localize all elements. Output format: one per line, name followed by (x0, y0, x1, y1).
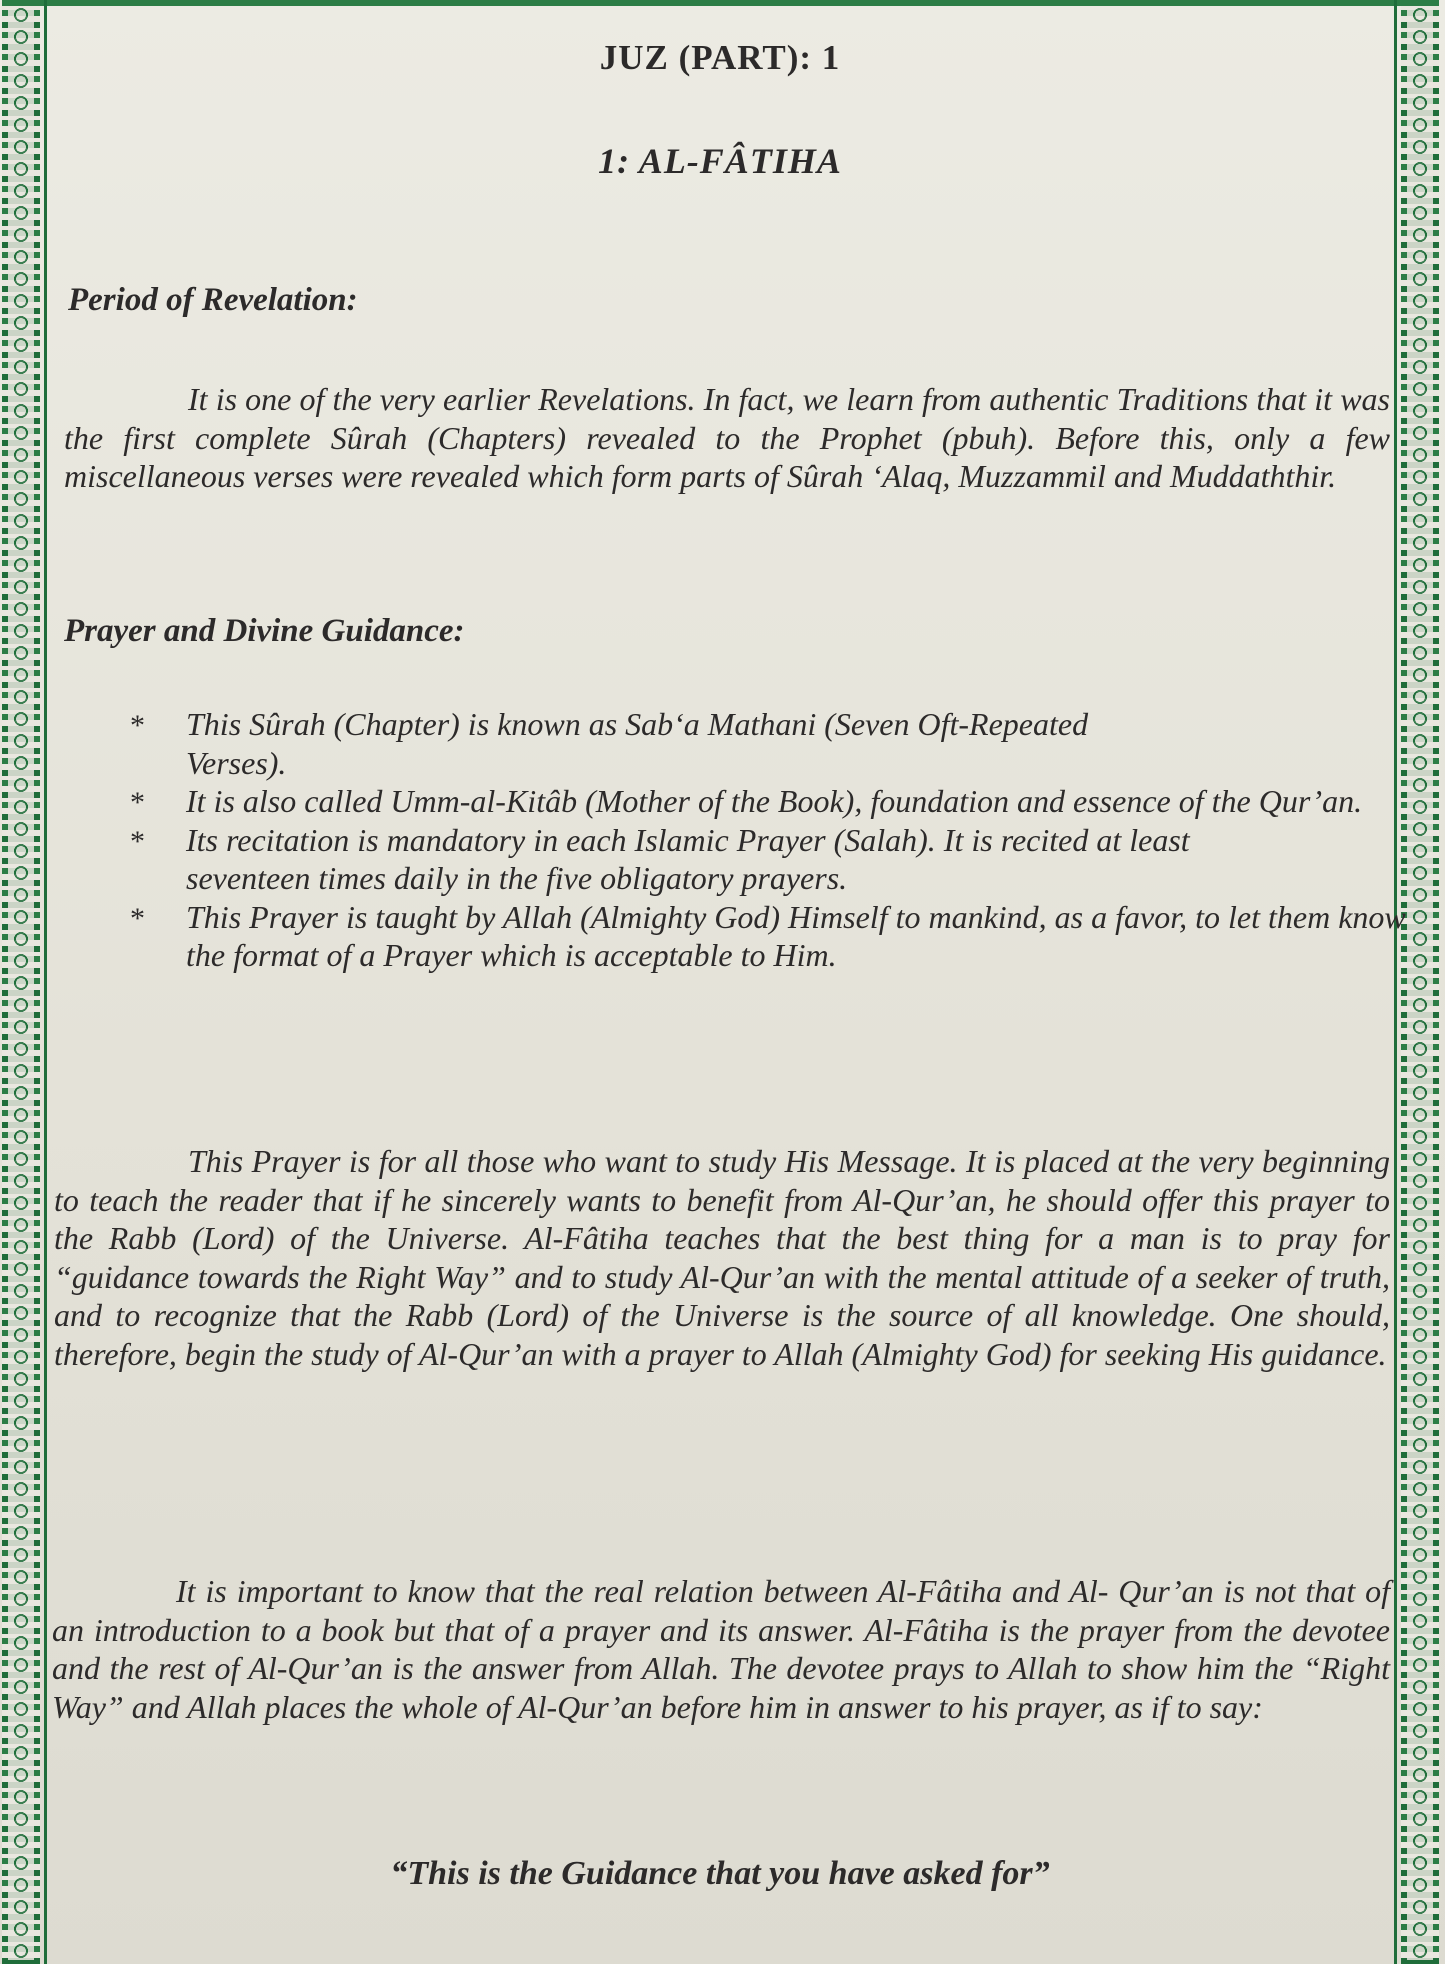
left-ornamental-border (2, 0, 40, 1964)
bullet-marker: * (130, 824, 145, 858)
paragraph-period-of-revelation: It is one of the very earlier Revelations. In fact, we learn from authentic Traditions that it was the first complete Sûrah (Chapters) revealed to the Prophet (pbuh). Before this, only a few miscellaneous verses were revealed which form parts of Sûrah ‘Alaq, Muzzammil and Muddaththir. (64, 381, 1390, 494)
section-heading-period: Period of Revelation: (68, 282, 358, 318)
page-content (50, 0, 1406, 1964)
closing-quote: “This is the Guidance that you have asked for” (390, 1855, 1050, 1892)
left-inner-rule (44, 0, 47, 1964)
bullet-marker: * (130, 901, 145, 935)
paragraph-relation: It is important to know that the real relation between Al-Fâtiha and Al- Qur’an is not that of an introduction to a book but that of a prayer and its answer. Al-Fâtiha is the prayer from the devotee and the rest of Al-Qur’an is the answer from Allah. The devotee prays to Allah to show him the “Right Way” and Allah places the whole of Al-Qur’an before him in answer to his prayer, as if to say: (52, 1573, 1390, 1725)
bullet-text: Its recitation is mandatory in each Islamic Prayer (Salah). It is recited at least seventeen times daily in the five obligatory prayers. (186, 821, 1190, 896)
bullet-list (130, 705, 1406, 975)
bullet-item (130, 821, 1286, 898)
bullet-text: This Prayer is taught by Allah (Almighty God) Himself to mankind, as a favor, to let them know the format of a Prayer which is acceptable to Him. (186, 898, 1406, 973)
surah-title: 1: AL-FÂTIHA (598, 141, 842, 181)
section-heading-prayer: Prayer and Divine Guidance: (64, 613, 465, 649)
bullet-marker: * (130, 786, 145, 819)
bullet-marker: * (130, 709, 145, 742)
juz-title: JUZ (PART): 1 (599, 38, 841, 77)
right-ornamental-border (1401, 0, 1439, 1964)
right-inner-rule (1394, 0, 1397, 1964)
paragraph-purpose: This Prayer is for all those who want to study His Message. It is placed at the very beginning to teach the reader that if he sincerely wants to benefit from Al-Qur’an, he should offer this prayer to the Rabb (Lord) of the Universe. Al-Fâtiha teaches that the best thing for a man is to pray for “guidance towards the Right Way” and to study Al-Qur’an with the mental attitude of a seeker of truth, and to recognize that the Rabb (Lord) of the Universe is the source of all knowledge. One should, therefore, begin the study of Al-Qur’an with a prayer to Allah (Almighty God) for seeking His guidance. (54, 1143, 1390, 1372)
bullet-text: This Sûrah (Chapter) is known as Sab‘a Mathani (Seven Oft-Repeated Verses). (186, 706, 1089, 781)
bullet-item (130, 705, 1186, 782)
bullet-item (130, 898, 1436, 975)
bullet-text: It is also called Umm-al-Kitâb (Mother of the Book), foundation and essence of the Qur’an. (186, 783, 1363, 819)
bullet-item (130, 782, 1366, 821)
